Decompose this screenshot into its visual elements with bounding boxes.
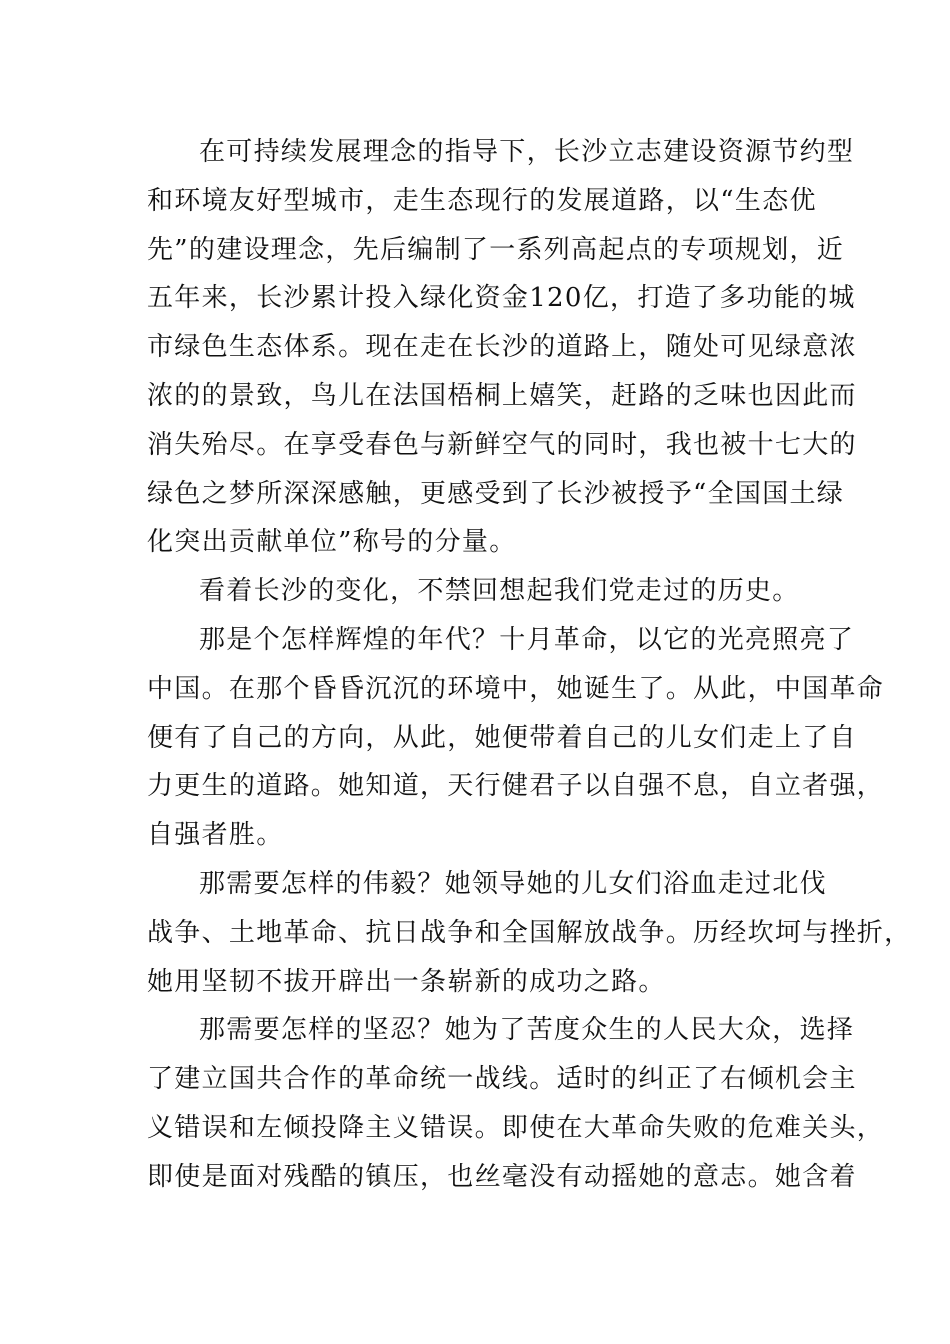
paragraph-line: 化突出贡献单位”称号的分量。 [147, 527, 517, 558]
paragraph-line: 便有了自己的方向，从此，她便带着自己的儿女们走上了自 [147, 722, 857, 753]
paragraph-line: 浓的的景致，鸟儿在法国梧桐上嬉笑，赶路的乏味也因此而 [147, 380, 857, 411]
paragraph-line: 那需要怎样的伟毅？她领导她的儿女们浴血走过北伐 [199, 868, 827, 899]
paragraph-line: 自强者胜。 [147, 820, 284, 851]
paragraph-line: 即使是面对残酷的镇压，也丝毫没有动摇她的意志。她含着 [147, 1161, 857, 1192]
paragraph-line: 义错误和左倾投降主义错误。即使在大革命失败的危难关头， [147, 1112, 885, 1143]
paragraph-line: 市绿色生态体系。现在走在长沙的道路上，随处可见绿意浓 [147, 332, 857, 363]
paragraph-line: 先”的建设理念，先后编制了一系列高起点的专项规划，近 [147, 234, 845, 265]
paragraph-line: 和环境友好型城市，走生态现行的发展道路，以“生态优 [147, 185, 817, 216]
paragraph-line: 战争、土地革命、抗日战争和全国解放战争。历经坎坷与挫折， [147, 917, 912, 948]
paragraph-line: 中国。在那个昏昏沉沉的环境中，她诞生了。从此，中国革命 [147, 673, 885, 704]
paragraph-line: 力更生的道路。她知道，天行健君子以自强不息，自立者强， [147, 771, 885, 802]
document-body [147, 128, 912, 1202]
paragraph-line: 了建立国共合作的革命统一战线。适时的纠正了右倾机会主 [147, 1064, 857, 1095]
paragraph-line: 看着长沙的变化，不禁回想起我们党走过的历史。 [199, 576, 800, 607]
paragraph-line: 在可持续发展理念的指导下，长沙立志建设资源节约型 [199, 137, 855, 167]
paragraph-line: 消失殆尽。在享受春色与新鲜空气的同时，我也被十七大的 [147, 429, 857, 460]
paragraph-line: 五年来，长沙累计投入绿化资金120亿，打造了多功能的城 [147, 283, 856, 314]
paragraph-line: 绿色之梦所深深感触，更感受到了长沙被授予“全国国土绿 [147, 478, 845, 509]
paragraph-line: 那是个怎样辉煌的年代？十月革命，以它的光亮照亮了 [199, 624, 855, 655]
paragraph-line: 她用坚韧不拔开辟出一条崭新的成功之路。 [147, 966, 666, 997]
paragraph-line: 那需要怎样的坚忍？她为了苦度众生的人民大众，选择 [199, 1015, 855, 1046]
